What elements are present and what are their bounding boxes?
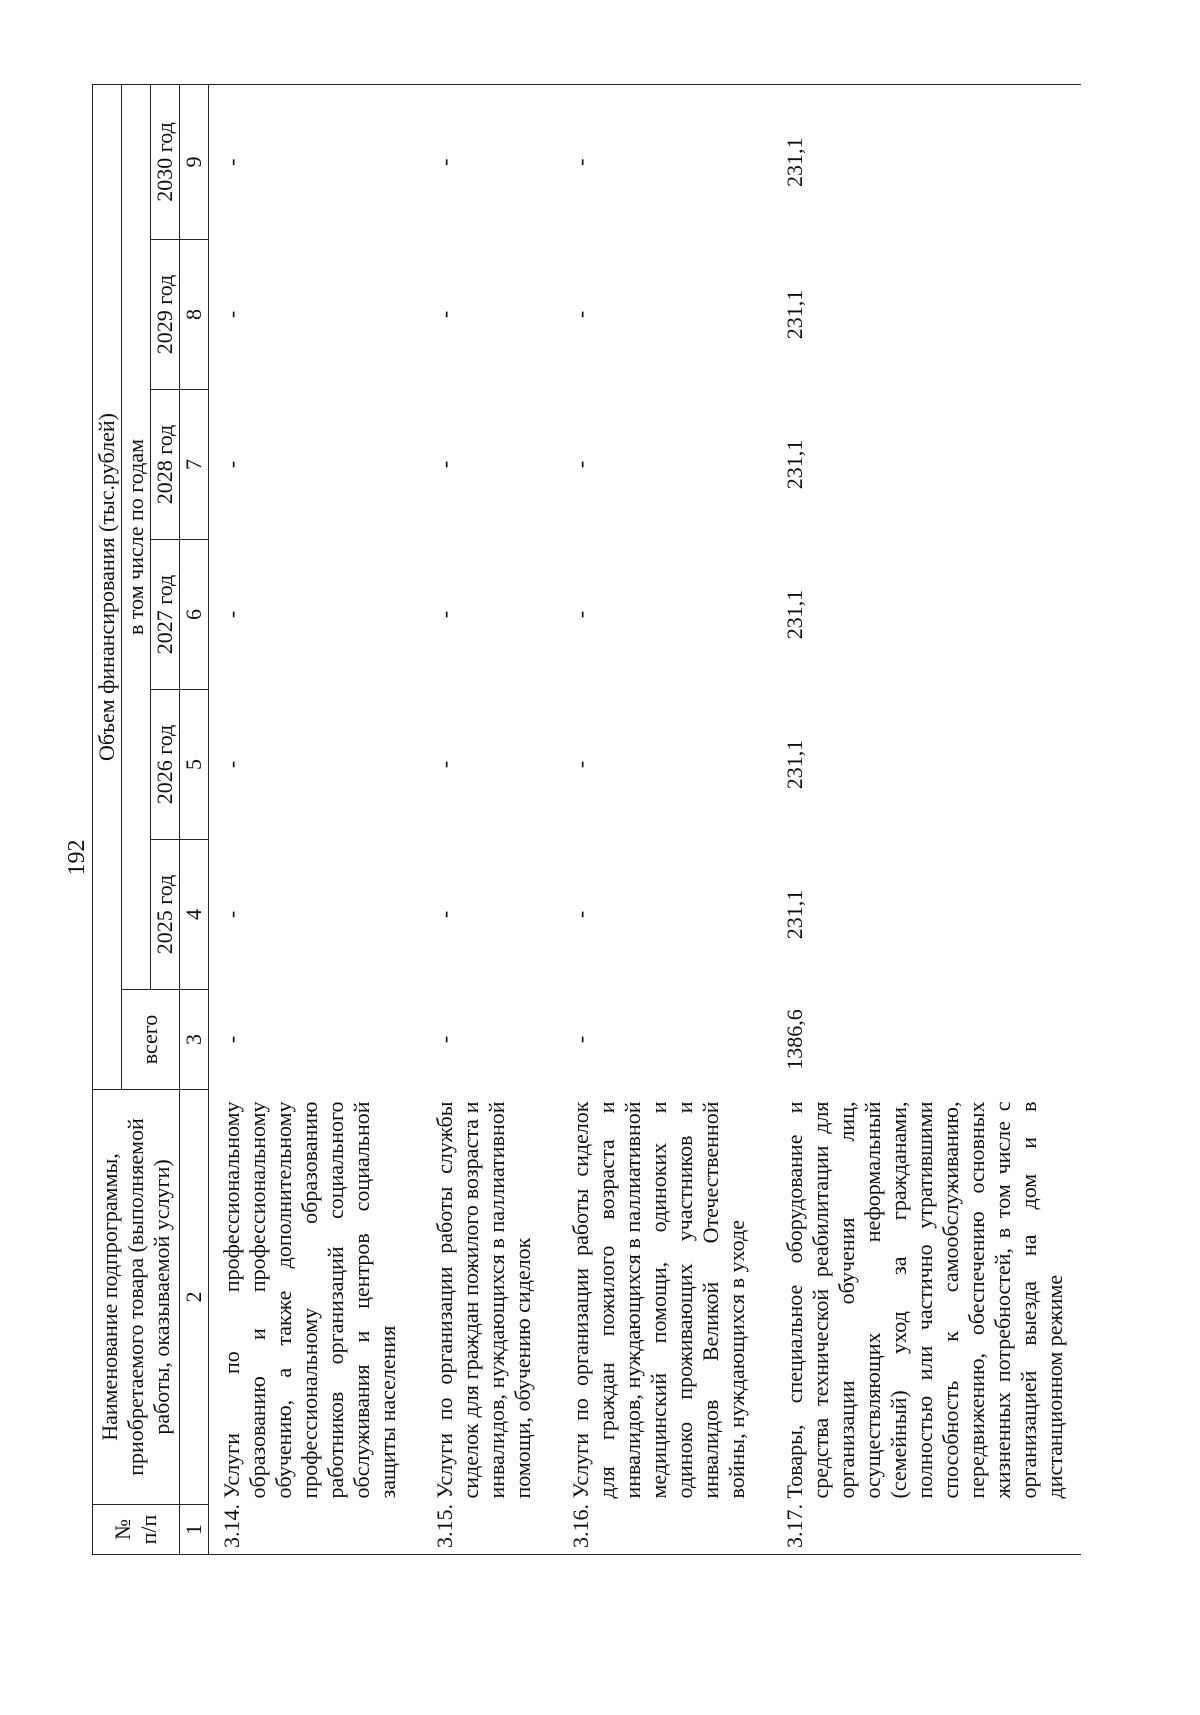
row-description: Услуги по организации работы службы сиделок для граждан пожилого возраста и инвалидов, нуждающихся в паллиативной помощи, обучению сиделок (432, 1101, 536, 1499)
row-value: - (218, 310, 244, 319)
row-value: - (432, 760, 458, 769)
row-value: - (218, 760, 244, 769)
column-number: 3 (179, 990, 208, 1090)
table-row (550, 84, 764, 1554)
header-year: 2028 год (150, 390, 179, 540)
header-by-years: в том числе по годам (121, 84, 150, 989)
row-value: - (432, 610, 458, 619)
row-total: - (432, 1035, 458, 1044)
row-number: 3.16. (550, 1505, 764, 1555)
header-year: 2029 год (150, 240, 179, 390)
table-row (764, 84, 1081, 1554)
row-number: 3.17. (764, 1505, 1081, 1555)
row-description: Товары, специальное оборудование и средства технической реабилитации для организации обучения лиц, осуществляющих неформальный (семейный) уход за гражданами, полностью или частично утратившими способность к самообслуживанию, передвижению, обеспечению основных жизненных потребностей, в том числе с организацией выезда на дом и в дистанционном режиме (781, 1101, 1067, 1499)
column-number: 4 (179, 840, 208, 990)
column-number: 1 (179, 1505, 208, 1555)
column-number: 9 (179, 84, 208, 239)
row-description: Услуги по организации работы сиделок для граждан пожилого возраста и инвалидов, нуждающихся в паллиативной медицинский помощи, одиноких и одиноко проживающих участников и инвалидов Великой Отечественной войны, нуждающихся в уходе (568, 1101, 750, 1499)
row-value: - (568, 760, 594, 769)
column-number: 5 (179, 690, 208, 840)
row-value: - (218, 910, 244, 919)
column-number: 6 (179, 540, 208, 690)
row-value: - (568, 610, 594, 619)
row-value: 231,1 (781, 289, 807, 340)
row-number: 3.14. (208, 1505, 414, 1555)
row-value: - (568, 910, 594, 919)
header-total: всего (121, 990, 179, 1090)
row-total: - (218, 1035, 244, 1044)
row-value: 231,1 (781, 739, 807, 790)
row-value: - (208, 84, 414, 239)
table-header (93, 84, 209, 1554)
header-year: 2026 год (150, 690, 179, 840)
row-value: - (550, 84, 764, 239)
table-row (414, 84, 550, 1554)
row-value: - (568, 310, 594, 319)
header-number: № п/п (93, 1505, 180, 1555)
row-value: - (218, 460, 244, 469)
row-description: Услуги по профессиональному образованию и профессиональному обучению, а также дополнительному профессиональному образованию работников организаций социального обслуживания и центров социальной защиты населения (218, 1101, 400, 1499)
financing-table (92, 84, 1081, 1555)
header-year: 2027 год (150, 540, 179, 690)
row-value: 231,1 (781, 589, 807, 640)
row-value: - (432, 310, 458, 319)
header-year: 2025 год (150, 840, 179, 990)
column-number: 8 (179, 240, 208, 390)
table-row (208, 84, 414, 1554)
row-total: - (568, 1035, 594, 1044)
row-total: 1386,6 (781, 1009, 807, 1070)
page-number: 192 (64, 839, 90, 876)
row-value: - (432, 910, 458, 919)
row-value: - (568, 460, 594, 469)
row-value: 231,1 (781, 439, 807, 490)
header-name: Наименование подпрограммы, приобретаемого товара (выполняемой работы, оказываемой услуги) (93, 1090, 180, 1505)
row-value: 231,1 (781, 889, 807, 940)
row-value: - (414, 84, 550, 239)
header-financing: Объем финансирования (тыс.рублей) (93, 84, 122, 1089)
column-number: 2 (179, 1090, 208, 1505)
row-value: - (218, 610, 244, 619)
table-body (208, 84, 1081, 1554)
row-value: - (432, 460, 458, 469)
header-year: 2030 год (150, 84, 179, 239)
row-number: 3.15. (414, 1505, 550, 1555)
column-number: 7 (179, 390, 208, 540)
row-value: 231,1 (764, 84, 1081, 239)
